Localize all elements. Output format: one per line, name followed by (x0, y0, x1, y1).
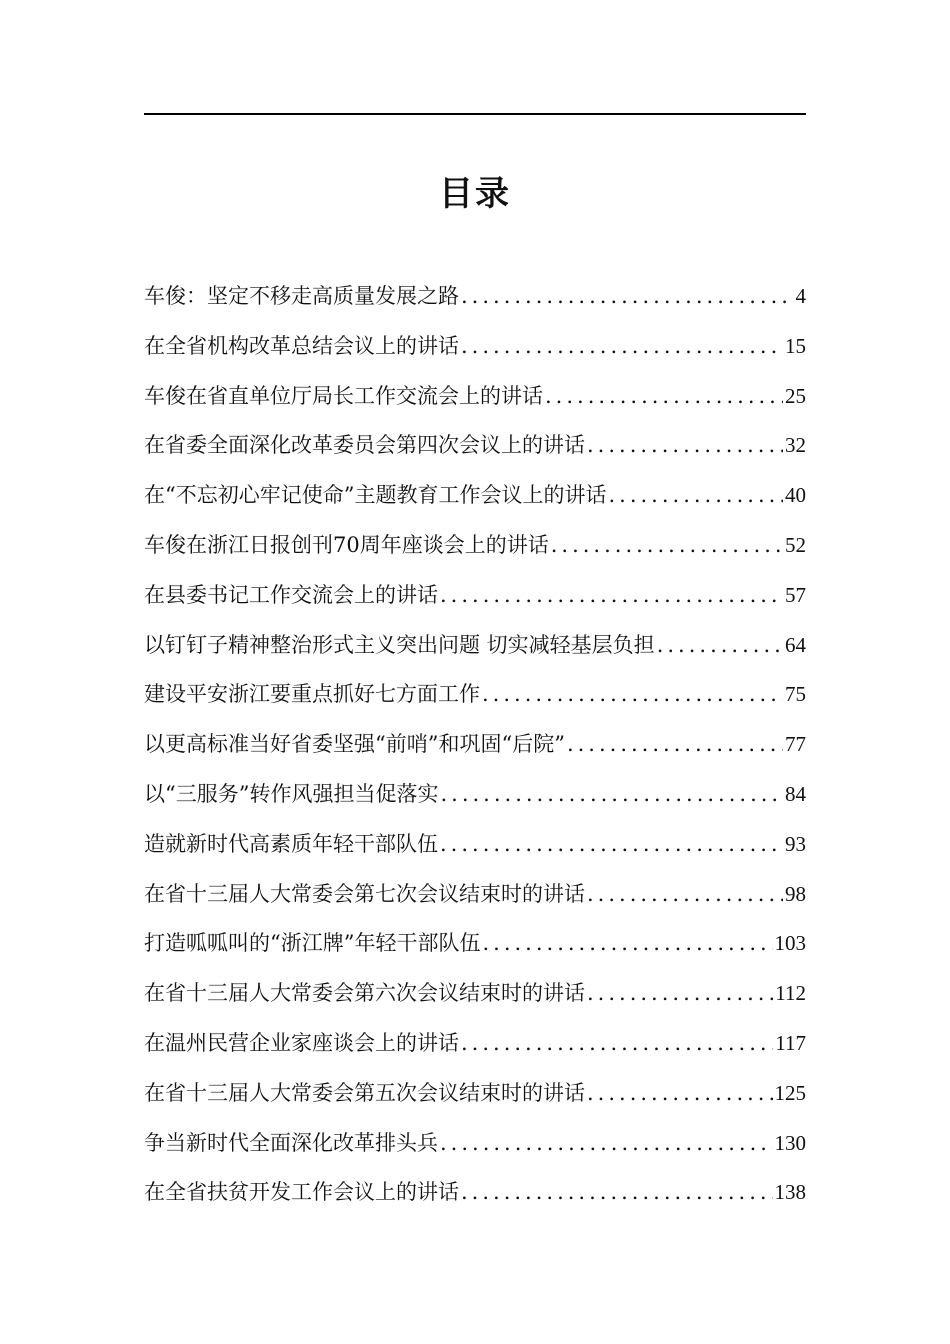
toc-leader-dots (657, 621, 783, 671)
toc-leader-dots (482, 670, 783, 720)
toc-entry[interactable] (144, 421, 806, 471)
toc-entry[interactable] (144, 1119, 806, 1169)
toc-leader-dots (440, 820, 783, 870)
toc-entry-title: 打造呱呱叫的“浙江牌”年轻干部队伍 (144, 931, 481, 956)
toc-entry-title: 车俊在浙江日报创刊70周年座谈会上的讲话 (144, 532, 549, 557)
toc-entry-page: 138 (774, 1180, 806, 1205)
toc-entry-title: 在全省机构改革总结会议上的讲话 (144, 333, 459, 358)
toc-entry-page: 25 (785, 383, 806, 408)
toc-entry-title: 在县委书记工作交流会上的讲话 (144, 582, 438, 607)
toc-entry-page: 15 (785, 333, 806, 358)
toc-entry-title: 车俊在省直单位厅局长工作交流会上的讲话 (144, 383, 543, 408)
toc-entry[interactable] (144, 521, 806, 571)
toc-leader-dots (587, 870, 783, 920)
toc-entry[interactable] (144, 670, 806, 720)
toc-entry[interactable] (144, 272, 806, 322)
toc-leader-dots (587, 1069, 773, 1119)
toc-entry-page: 40 (785, 483, 806, 508)
toc-leader-dots (551, 521, 783, 571)
toc-leader-dots (461, 1168, 773, 1218)
toc-entry-title: 在温州民营企业家座谈会上的讲话 (144, 1030, 459, 1055)
toc-entry-title: 在省十三届人大常委会第六次会议结束时的讲话 (144, 981, 585, 1006)
toc-entry[interactable] (144, 621, 806, 671)
toc-entry-page: 93 (785, 831, 806, 856)
toc-entry-page: 112 (775, 981, 806, 1006)
table-of-contents (144, 272, 806, 1218)
toc-entry-title: 建设平安浙江要重点抓好七方面工作 (144, 682, 480, 707)
toc-leader-dots (587, 421, 783, 471)
toc-entry[interactable] (144, 1168, 806, 1218)
toc-leader-dots (545, 372, 783, 422)
toc-entry-title: 以“三服务”转作风强担当促落实 (144, 781, 439, 806)
toc-entry-title: 在省十三届人大常委会第五次会议结束时的讲话 (144, 1080, 585, 1105)
toc-entry-page: 64 (785, 632, 806, 657)
toc-entry-page: 84 (785, 781, 806, 806)
toc-entry-title: 在全省扶贫开发工作会议上的讲话 (144, 1180, 459, 1205)
toc-leader-dots (461, 1019, 773, 1069)
toc-entry-page: 75 (785, 682, 806, 707)
toc-entry-title: 争当新时代全面深化改革排头兵 (144, 1130, 438, 1155)
toc-entry-page: 117 (775, 1030, 806, 1055)
toc-entry-page: 103 (774, 931, 806, 956)
toc-leader-dots (587, 969, 773, 1019)
toc-entry[interactable] (144, 770, 806, 820)
toc-entry[interactable] (144, 1069, 806, 1119)
toc-entry-page: 77 (785, 732, 806, 757)
toc-entry-title: 车俊：坚定不移走高质量发展之路 (144, 284, 459, 308)
toc-entry-title: 以更高标准当好省委坚强“前哨”和巩固“后院” (144, 732, 565, 757)
toc-entry[interactable] (144, 571, 806, 621)
toc-leader-dots (440, 571, 783, 621)
toc-entry-title: 在省委全面深化改革委员会第四次会议上的讲话 (144, 433, 585, 458)
toc-entry-page: 125 (774, 1080, 806, 1105)
toc-entry-page: 130 (774, 1130, 806, 1155)
toc-entry[interactable] (144, 969, 806, 1019)
toc-entry[interactable] (144, 919, 806, 969)
toc-entry-title: 造就新时代高素质年轻干部队伍 (144, 831, 438, 856)
toc-entry[interactable] (144, 471, 806, 521)
toc-entry-title: 在省十三届人大常委会第七次会议结束时的讲话 (144, 881, 585, 906)
toc-entry-title: 以钉钉子精神整治形式主义突出问题 切实减轻基层负担 (144, 632, 655, 657)
toc-entry[interactable] (144, 372, 806, 422)
toc-entry-page: 4 (795, 284, 806, 308)
toc-entry[interactable] (144, 322, 806, 372)
toc-leader-dots (461, 272, 794, 322)
toc-leader-dots (440, 770, 783, 820)
toc-entry-page: 32 (785, 433, 806, 458)
toc-entry-page: 52 (785, 532, 806, 557)
toc-leader-dots (482, 919, 772, 969)
header-rule (144, 113, 806, 115)
toc-entry[interactable] (144, 1019, 806, 1069)
toc-leader-dots (461, 322, 783, 372)
toc-leader-dots (440, 1119, 773, 1169)
toc-leader-dots (567, 720, 783, 770)
toc-entry-page: 98 (785, 881, 806, 906)
toc-entry-page: 57 (785, 582, 806, 607)
toc-entry[interactable] (144, 820, 806, 870)
toc-title: 目录 (439, 174, 511, 214)
toc-entry[interactable] (144, 720, 806, 770)
toc-entry-title: 在“不忘初心牢记使命”主题教育工作会议上的讲话 (144, 483, 607, 508)
toc-entry[interactable] (144, 870, 806, 920)
toc-leader-dots (608, 471, 783, 521)
